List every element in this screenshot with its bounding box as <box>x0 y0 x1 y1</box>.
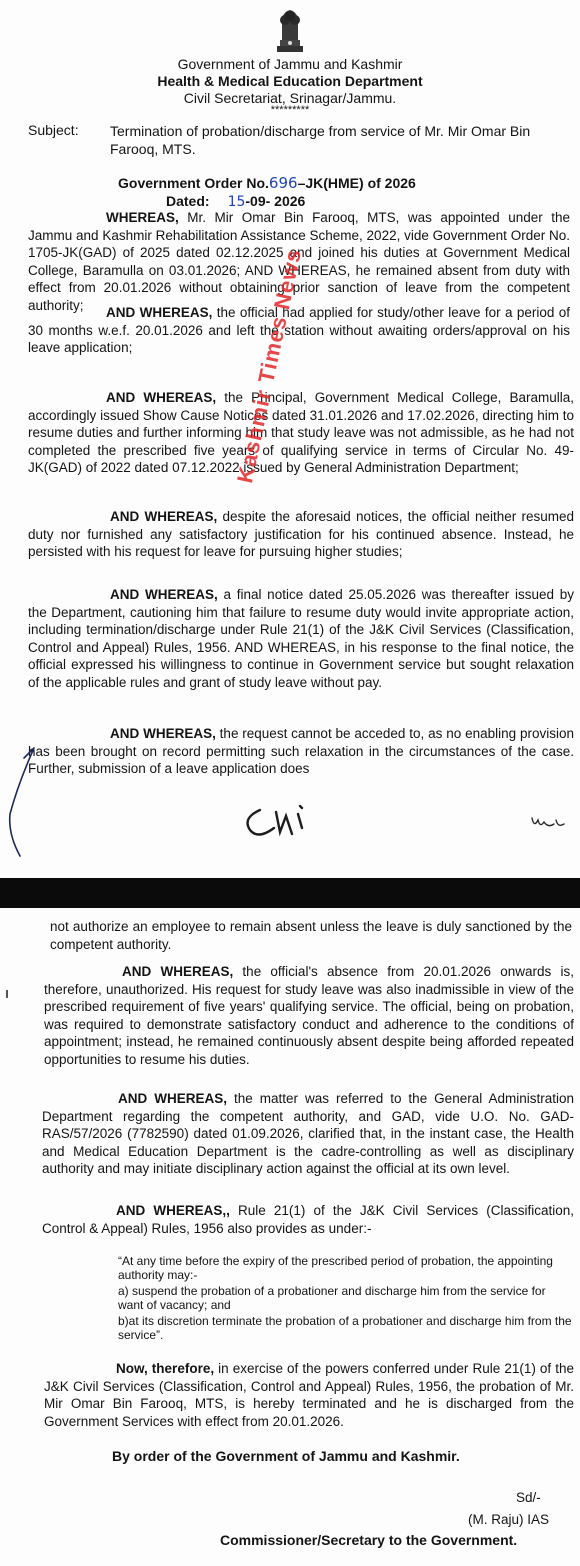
subject-text: Termination of probation/discharge from service of Mr. Mir Omar Bin Farooq, MTS. <box>110 123 531 157</box>
paragraph-10: Now, therefore, in exercise of the powers conferred under Rule 21(1) of the J&K Civil Services (Classification, Control and Appeal) Rules, 1956, the probation of Mr. Mir Omar Bin Farooq, MTS, is hereby terminated and he is discharged from the Government Services with effect from 20.01.2026. <box>44 1361 574 1429</box>
header-government: Government of Jammu and Kashmir <box>177 56 403 72</box>
page-separator <box>0 878 580 908</box>
signature-sd: Sd/- <box>516 1490 541 1505</box>
header-stars: ********* <box>270 104 310 116</box>
signatory-name: (M. Raju) IAS <box>468 1512 550 1527</box>
order-number: Government Order No.696–JK(HME) of 2026 <box>118 174 416 192</box>
initials-scribble-icon <box>528 812 568 836</box>
margin-tick <box>6 990 8 998</box>
rule-quote-intro: “At any time before the expiry of the prescribed period of probation, the appointing authority may:- <box>118 1254 553 1283</box>
handwritten-date-day: 15 <box>227 194 246 210</box>
header-office: Civil Secretariat, Srinagar/Jammu. <box>183 90 397 106</box>
paragraph-9: AND WHEREAS,, Rule 21(1) of the J&K Civil Services (Classification, Control & Appeal) Rules, 1956 also provides as under:- <box>42 1203 574 1236</box>
paragraph-5: AND WHEREAS, a final notice dated 25.05.2026 was thereafter issued by the Department, cautioning him that failure to resume duty would invite appropriate action, including termination/discharge under Rule 21(1) of the J&K Civil Services (Classification, Control and Appeal) Rules, 1956. AND WHEREAS, in his response to the final notice, the official expressed his willingness to continue in Government service but sought relaxation of the applicable rules and grant of study leave without pay. <box>28 587 574 690</box>
paragraph-1: WHEREAS, Mr. Mir Omar Bin Farooq, MTS, was appointed under the Jammu and Kashmir Rehabilitation Assistance Scheme, 2022, vide Government Order No. 1705-JK(GAD) of 2025 dated 02.12.2025 and joined his duties at Government Medical College, Baramulla on 03.01.2026; AND WHEREAS, he remained absent from duty with effect from 20.01.2026 without obtaining prior sanction of leave from the competent authority; <box>28 210 570 313</box>
margin-pen-mark-icon <box>4 744 40 864</box>
paragraph-6-continued: not authorize an employee to remain absent unless the leave is duly sanctioned by the competent authority. <box>50 919 572 952</box>
paragraph-8: AND WHEREAS, the matter was referred to the General Administration Department regarding the competent authority, and GAD, vide U.O. No. GAD-RAS/57/2026 (7782590) dated 01.09.2026, clarified that, in the instant case, the Health and Medical Education Department is the cadre-controlling as well as disciplinary authority and may initiate disciplinary action against the official at its own level. <box>42 1091 574 1177</box>
order-date: Dated: 15-09- 2026 <box>166 193 306 210</box>
handwritten-order-number: 696 <box>268 174 298 192</box>
by-order-line: By order of the Government of Jammu and Kashmir. <box>112 1448 460 1464</box>
document-page-2 <box>0 908 580 1566</box>
state-emblem-icon <box>268 6 312 54</box>
subject-label: Subject: <box>28 122 79 138</box>
paragraph-3: AND WHEREAS, the Principal, Government Medical College, Baramulla, accordingly issued Show Cause Notices dated 31.01.2026 and 17.02.2026, directing him to resume duties and further informing him that study leave was not admissible, as he had not completed the prescribed five years of qualifying service in terms of Circular No. 49- JK(GAD) of 2022 dated 07.12.2022 issued by General Administration Department; <box>28 390 574 476</box>
paragraph-7: AND WHEREAS, the official's absence from 20.01.2026 onwards is, therefore, unauthorized. His request for study leave was also inadmissible in view of the prescribed requirement of five years' qualifying service. The official, being on probation, was required to demonstrate satisfactory conduct and adherence to the conditions of appointment; instead, he remained continuously absent despite being afforded repeated opportunities to resume his duties. <box>44 964 574 1067</box>
rule-quote-clause-b: b)at its discretion terminate the probation of a probationer and discharge him from the service”. <box>118 1314 572 1343</box>
paragraph-2: AND WHEREAS, the official had applied for study/other leave for a period of 30 months w.e.f. 20.01.2026 and left the station without awaiting orders/approval on his leave application; <box>28 305 570 356</box>
rule-quote-clause-a: a) suspend the probation of a probationer and discharge him from the service for want of vacancy; and <box>118 1284 546 1313</box>
paragraph-6: AND WHEREAS, the request cannot be acceded to, as no enabling provision has been brought on record permitting such relaxation in the circumstances of the case. Further, submission of a leave application does <box>28 726 574 777</box>
header-department: Health & Medical Education Department <box>157 73 423 89</box>
signatory-title: Commissioner/Secretary to the Government. <box>220 1532 518 1548</box>
paragraph-4: AND WHEREAS, despite the aforesaid notices, the official neither resumed duty nor furnished any satisfactory justification for his continued absence. Instead, he persisted with his request for leave for pursuing higher studies; <box>28 509 574 560</box>
watermark-text: Kashmir Times News <box>232 246 307 486</box>
signature-scribble-icon <box>236 800 326 850</box>
